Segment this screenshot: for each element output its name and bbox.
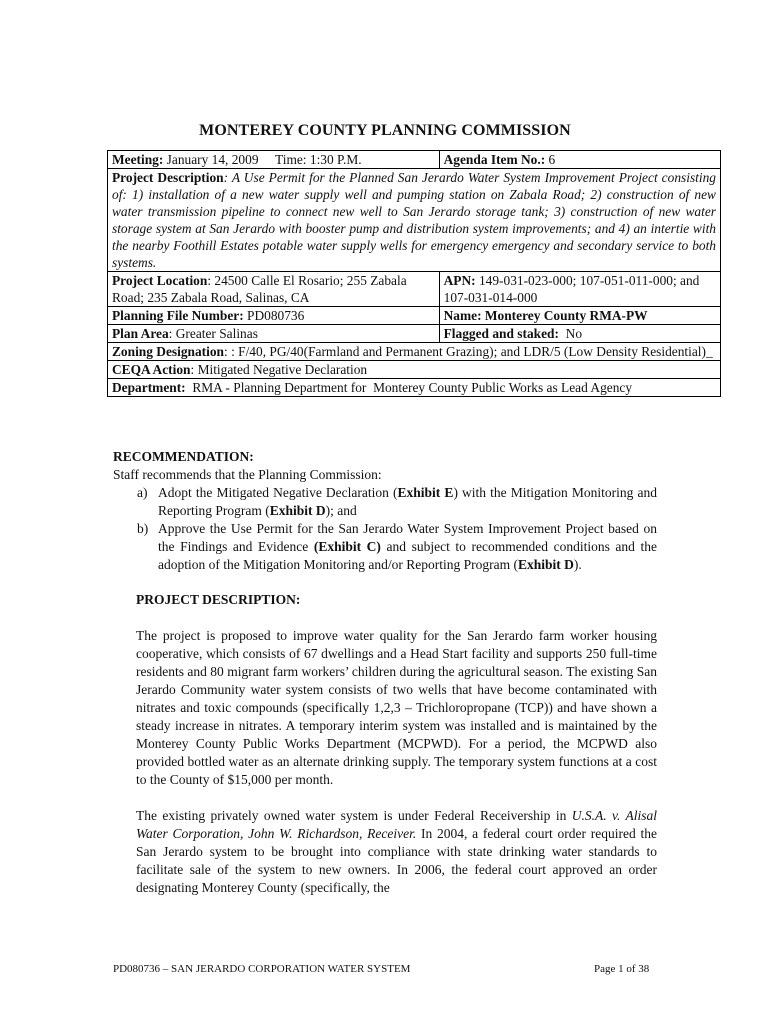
- file-number-cell: [108, 307, 440, 325]
- name-cell: [439, 307, 720, 325]
- p2-text-2: In 2004, a federal court order required the San Jerardo system to be brought into compliance with state drinking water standards to facilitate sale of the system to new owners. In 2006, the federal court approved an order designating Monterey County (specifically, the: [136, 826, 657, 895]
- project-description-paragraph-1: The project is proposed to improve water quality for the San Jerardo farm worker housing cooperative, which consists of 67 dwellings and a Head Start facility and supports 250 full-time residents and 80 migrant farm workers’ children during the agricultural season. The existing San Jerardo Community water system consists of two wells that have become contaminated with nitrates and toxic compounds (specifically 1,2,3 – Trichloropropane (TCP)) and have shown a steady increase in nitrates. A temporary interim system was installed and is maintained by the Monterey County Public Works Department (MCPWD). For a period, the MCPWD also provided bottled water as an alternate drinking supply. The temporary system functions at a cost to the County of $15,000 per month.: [136, 628, 657, 787]
- p2-text-1: The existing privately owned water system is under Federal Receivership in: [136, 808, 572, 823]
- exhibit-c-ref: (Exhibit C): [313, 539, 381, 554]
- rec-b-text-2: and subject to recommended conditions and the adoption of the Mitigation Monitoring and/or Reporting Program (: [158, 539, 657, 572]
- staff-report-info-table: [107, 150, 721, 397]
- ceqa-value: : Mitigated Negative Declaration: [190, 362, 368, 377]
- location-cell: [108, 272, 440, 307]
- location-label: Project Location: [112, 273, 208, 288]
- ceqa-row: [108, 361, 721, 379]
- rec-a-text-1: Adopt the Mitigated Negative Declaration (: [158, 485, 398, 500]
- rec-b-text-1: Approve the Use Permit for the San Jerardo Water System Improvement Project based on the Findings and Evidence: [158, 521, 657, 554]
- zoning-label: Zoning Designation: [112, 344, 224, 359]
- exhibit-e-ref: Exhibit E: [397, 485, 454, 500]
- meeting-value: January 14, 2009 Time: 1:30 P.M.: [163, 152, 362, 167]
- footer-file-reference: PD080736 – SAN JERARDO CORPORATION WATER SYSTEM: [113, 963, 411, 975]
- recommendation-heading: RECOMMENDATION:: [113, 449, 254, 464]
- report-body: [113, 448, 657, 897]
- ceqa-label: CEQA Action: [112, 362, 191, 377]
- department-value: RMA - Planning Department for Monterey County Public Works as Lead Agency: [185, 380, 633, 395]
- meeting-row: [108, 151, 721, 169]
- rec-a-text-3: ); and: [325, 503, 357, 518]
- plan-area-value: : Greater Salinas: [168, 326, 258, 341]
- list-marker-a: a): [137, 485, 148, 500]
- location-row: [108, 272, 721, 307]
- department-label: Department:: [112, 380, 186, 395]
- file-number-value: PD080736: [243, 308, 305, 323]
- agenda-cell: [439, 151, 720, 169]
- file-number-label: Planning File Number:: [112, 308, 244, 323]
- file-number-row: [108, 307, 721, 325]
- zoning-row: [108, 343, 721, 361]
- agenda-value: 6: [545, 152, 556, 167]
- plan-area-cell: [108, 325, 440, 343]
- recommendation-item-b: [113, 520, 657, 574]
- recommendation-item-a: [113, 484, 657, 520]
- location-value: : 24500 Calle El Rosario; 255 Zabala Road; 235 Zabala Road, Salinas, CA: [112, 273, 407, 305]
- flagged-cell: [439, 325, 720, 343]
- footer-page-number: Page 1 of 38: [594, 963, 650, 975]
- rec-a-text-2: ) with the Mitigation Monitoring and Reporting Program (: [158, 485, 658, 518]
- apn-value: 149-031-023-000; 107-051-011-000; and 107-031-014-000: [443, 273, 700, 305]
- project-description-heading: PROJECT DESCRIPTION:: [136, 592, 301, 607]
- department-cell: [108, 379, 721, 397]
- ceqa-cell: [108, 361, 721, 379]
- rec-b-text-3: ).: [573, 557, 582, 572]
- apn-cell: [439, 272, 720, 307]
- exhibit-d-ref-2: Exhibit D: [517, 557, 574, 572]
- meeting-label: Meeting:: [112, 152, 164, 167]
- plan-area-row: [108, 325, 721, 343]
- apn-label: APN:: [443, 273, 476, 288]
- project-description-paragraph-2: [113, 807, 657, 897]
- recommendation-list: [113, 484, 657, 574]
- zoning-cell: [108, 343, 721, 361]
- description-value: : A Use Permit for the Planned San Jerardo Water System Improvement Project consisting of: 1) installation of a new water supply well and pumping station on Zabala Road; 2) construction of new water transmission pipeline to connect new well to San Jerardo storage tank; 3) construction of new water storage system at San Jerardo with booster pump and distribution system improvements; and 4) an intertie with the nearby Foothill Estates potable water supply wells for emergency emergency and secondary service to both systems.: [112, 170, 716, 270]
- department-row: [108, 379, 721, 397]
- page-title: MONTEREY COUNTY PLANNING COMMISSION: [199, 122, 571, 139]
- zoning-value: : : F/40, PG/40(Farmland and Permanent Grazing); and LDR/5 (Low Density Residential)_: [224, 344, 713, 359]
- case-name: U.S.A. v. Alisal Water Corporation, John W. Richardson, Receiver.: [136, 808, 657, 841]
- name-label: Name: Monterey County RMA-PW: [443, 308, 648, 323]
- flagged-label: Flagged and staked:: [443, 326, 559, 341]
- list-marker-b: b): [137, 521, 149, 536]
- recommendation-intro: Staff recommends that the Planning Commission:: [113, 467, 382, 482]
- description-cell: [108, 169, 721, 272]
- exhibit-d-ref: Exhibit D: [269, 503, 326, 518]
- plan-area-label: Plan Area: [112, 326, 169, 341]
- meeting-cell: [108, 151, 440, 169]
- description-row: [108, 169, 721, 272]
- description-label: Project Description: [112, 170, 224, 185]
- agenda-label: Agenda Item No.:: [443, 152, 546, 167]
- flagged-value: No: [558, 326, 583, 341]
